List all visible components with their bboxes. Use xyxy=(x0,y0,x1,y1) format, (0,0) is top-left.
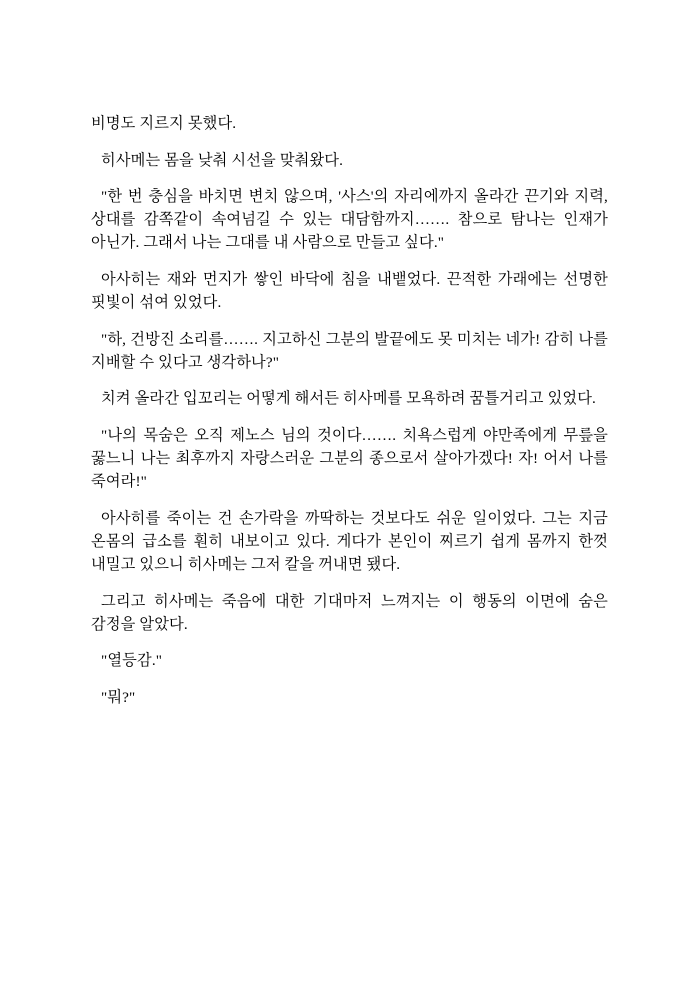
paragraph: 그리고 히사메는 죽음에 대한 기대마저 느껴지는 이 행동의 이면에 숨은 감정을 알았다. xyxy=(91,592,608,633)
paragraph: 아사히를 죽이는 건 손가락을 까딱하는 것보다도 쉬운 일이었다. 그는 지금 온몸의 급소를 훤히 내보이고 있다. 게다가 본인이 찌르기 쉽게 몸까지 한껏 내밀고 있으니 히사메는 그저 칼을 꺼내면 됐다. xyxy=(91,509,608,573)
paragraph: 비명도 지르지 못했다. xyxy=(91,115,237,132)
paragraph: 아사히는 재와 먼지가 쌓인 바닥에 침을 내뱉었다. 끈적한 가래에는 선명한 핏빛이 섞여 있었다. xyxy=(91,270,608,312)
paragraph: "나의 목숨은 오직 제노스 님의 것이다……. 치욕스럽게 야만족에게 무릎을 꿇느니 나는 최후까지 자랑스러운 그분의 종으로서 살아가겠다! 자! 어서 나를 죽여라!" xyxy=(91,426,608,491)
paragraph: "한 번 충심을 바치면 변치 않으며, '사스'의 자리에까지 올라간 끈기와 지력, 상대를 감쪽같이 속여넘길 수 있는 대담함까지……. 참으로 탐나는 인재가 아닌가. 그래서 나는 그대를 내 사람으로 만들고 싶다." xyxy=(91,188,608,252)
document-body xyxy=(91,112,608,709)
paragraph: "뭐?" xyxy=(101,688,136,706)
paragraph: "열등감." xyxy=(101,652,163,670)
paragraph: 히사메는 몸을 낮춰 시선을 맞춰왔다. xyxy=(101,151,344,169)
paragraph: 치켜 올라간 입꼬리는 어떻게 해서든 히사메를 모욕하려 꿈틀거리고 있었다. xyxy=(101,390,596,408)
paragraph: "하, 건방진 소리를……. 지고하신 그분의 발끝에도 못 미치는 네가! 감히 나를 지배할 수 있다고 생각하나?" xyxy=(91,330,608,371)
